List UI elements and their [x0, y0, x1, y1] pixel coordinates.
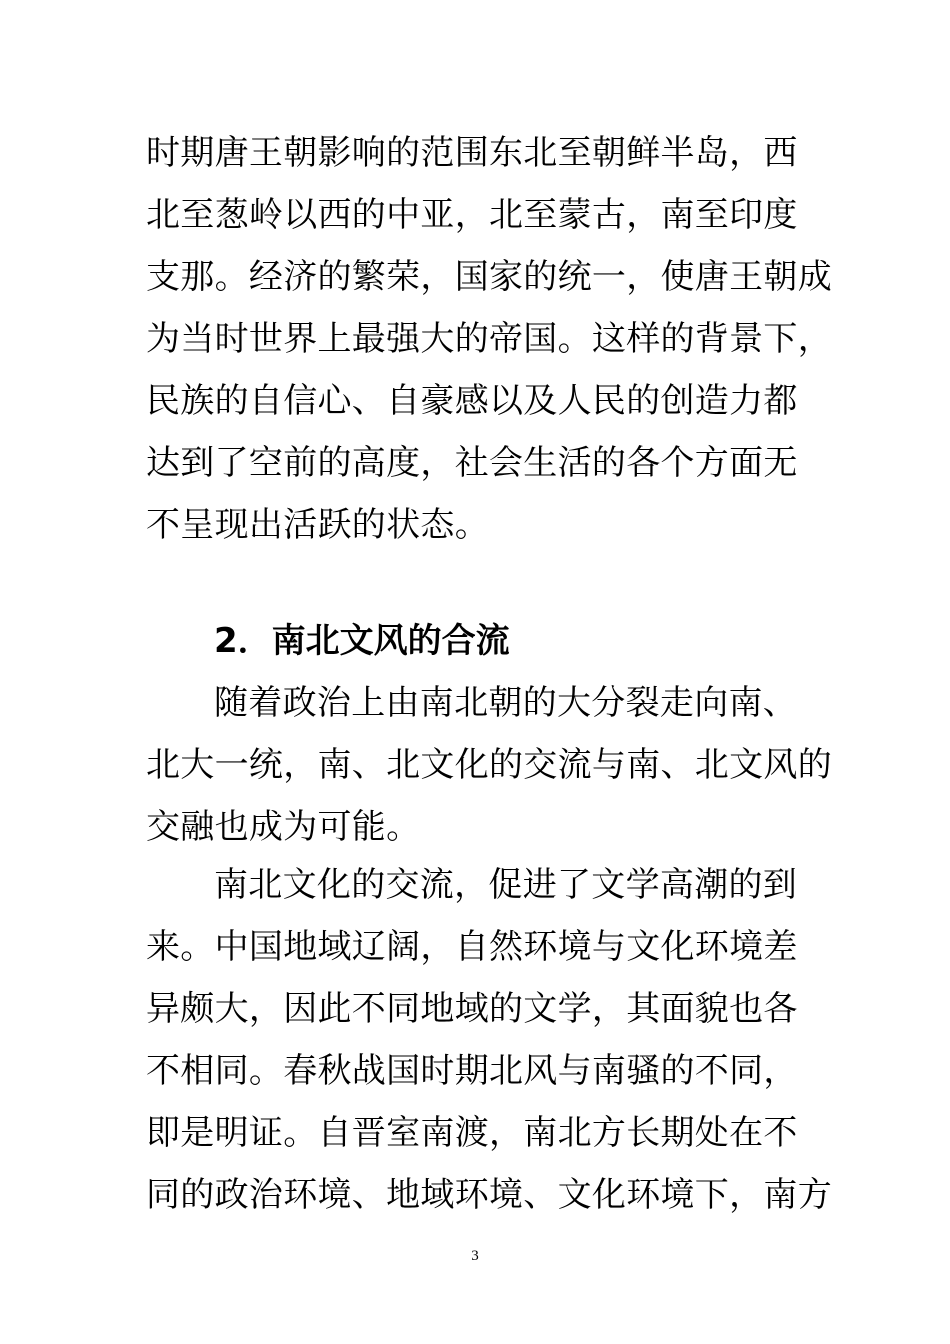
text-line: 支那。经济的繁荣，国家的统一，使唐王朝成: [146, 257, 832, 297]
text-line: 北至葱岭以西的中亚，北至蒙古，南至印度: [146, 195, 798, 235]
text-line: 时期唐王朝影响的范围东北至朝鲜半岛，西: [146, 133, 798, 173]
text-line: 为当时世界上最强大的帝国。这样的背景下，: [146, 319, 832, 359]
text-line: 北大一统，南、北文化的交流与南、北文风的: [146, 745, 832, 785]
text-line: 不相同。春秋战国时期北风与南骚的不同，: [146, 1051, 798, 1091]
text-line: 不呈现出活跃的状态。: [146, 505, 489, 545]
text-line: 同的政治环境、地域环境、文化环境下，南方: [146, 1175, 832, 1215]
text-line: 来。中国地域辽阔，自然环境与文化环境差: [146, 927, 798, 967]
text-line: 随着政治上由南北朝的大分裂走向南、: [214, 683, 798, 723]
text-line: 民族的自信心、自豪感以及人民的创造力都: [146, 381, 798, 421]
text-line: 达到了空前的高度，社会生活的各个方面无: [146, 443, 798, 483]
page-number: 3: [471, 1248, 479, 1264]
text-line: 即是明证。自晋室南渡，南北方长期处在不: [146, 1113, 798, 1153]
text-line: 南北文化的交流，促进了文学高潮的到: [214, 865, 798, 905]
section-heading: 2．南北文风的合流: [214, 621, 510, 661]
text-line: 交融也成为可能。: [146, 807, 421, 847]
text-line: 异颇大，因此不同地域的文学，其面貌也各: [146, 989, 798, 1029]
